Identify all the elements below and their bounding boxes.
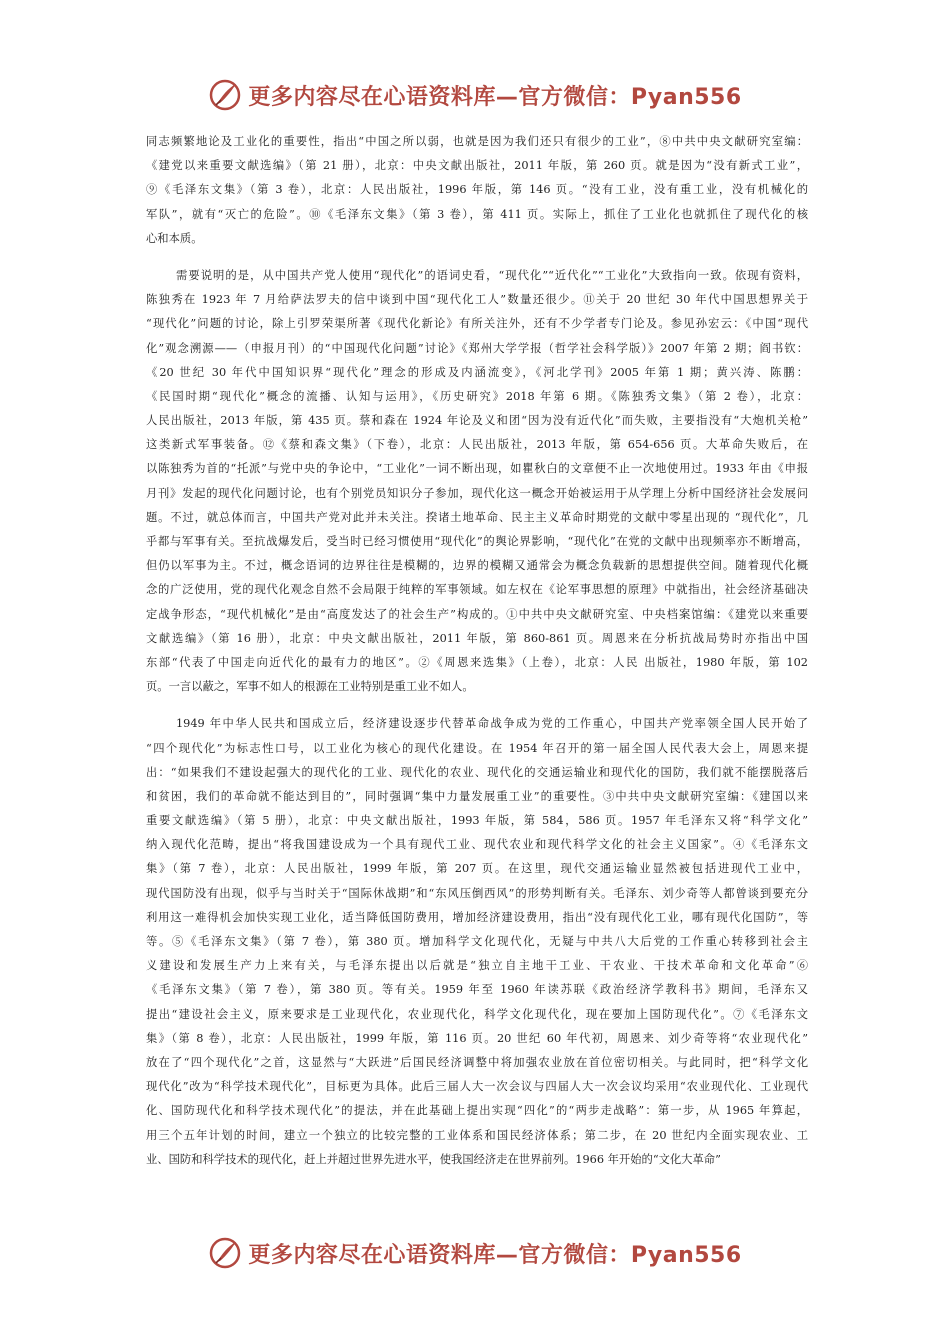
text-line: 化、国防现代化和科学技术现代化”的提法，并在此基础上提出实现“四化”的“两步走战略”：第一步，从 1965 年算起， [146, 1104, 808, 1118]
text-line: 需要说明的是，从中国共产党人使用“现代化”的语词史看，“现代化”“近代化”“工业化”大致指向一致。依现有资料， [176, 268, 808, 282]
text-line: 《建党以来重要文献选编》（第 21 册），北京：中央文献出版社，2011 年版，第 260 页。就是因为“没有新式工业”， [146, 159, 808, 173]
text-line: “四个现代化”为标志性口号，以工业化为核心的现代化建设。在 1954 年召开的第一届全国人民代表大会上，周恩来提 [146, 741, 808, 755]
text-line: 用三个五年计划的时间，建立一个独立的比较完整的工业体系和国民经济体系；第二步，在 20 世纪内全面实现农业、工 [146, 1128, 808, 1142]
banner-text: 更多内容尽在心语资料库—官方微信：Pyan556 [248, 1242, 742, 1268]
feather-pen-logo-icon [208, 78, 242, 112]
paragraph [146, 712, 808, 1172]
footer-banner [0, 1228, 950, 1278]
text-line: 文献选编》（第 16 册），北京：中央文献出版社，2011 年版，第 860-861 页。周恩来在分析抗战局势时亦指出中国 [146, 631, 808, 645]
text-line: 人民出版社，2013 年版，第 435 页。蔡和森在 1924 年论及义和团“因为没有近代化”而失败，主要指没有“大炮机关枪” [146, 414, 808, 428]
text-line: 以陈独秀为首的“托派”与党中央的争论中，“工业化”一词不断出现，如瞿秋白的文章便不止一次地使用过。1933 年由《申报 [146, 462, 808, 476]
text-line: 业、国防和科学技术的现代化，赶上并超过世界先进水平，使我国经济走在世界前列。1966 年开始的“文化大革命” [146, 1152, 721, 1166]
text-line: 等。⑤《毛泽东文集》（第 7 卷），第 380 页。增加科学文化现代化，无疑与中共八大后党的工作重心转移到社会主 [146, 935, 808, 948]
text-line: 东部“代表了中国走向近代化的最有力的地区”。②《周恩来选集》（上卷），北京：人民 出版社，1980 年版，第 102 [146, 655, 808, 669]
text-line: 军队”，就有“灭亡的危险”。⑩《毛泽东文集》（第 3 卷），第 411 页。实际上，抓住了工业化也就抓住了现代化的核 [146, 207, 808, 221]
text-line: “现代化”问题的讨论，除上引罗荣渠所著《现代化新论》有所关注外，还有不少学者专门论及。参见孙宏云：《中国“现代 [146, 317, 808, 331]
text-line: 集》（第 8 卷），北京：人民出版社，1999 年版，第 116 页。20 世纪 60 年代初，周恩来、刘少奇等将“农业现代化” [146, 1031, 808, 1045]
banner-text: 更多内容尽在心语资料库—官方微信：Pyan556 [248, 84, 742, 110]
text-line: 月刊》发起的现代化问题讨论，也有个别党员知识分子参加，现代化这一概念开始被运用于从学理上分析中国经济社会发展问 [146, 486, 808, 500]
text-line: 利用这一难得机会加快实现工业化，适当降低国防费用，增加经济建设费用，指出“没有现代化工业，哪有现代化国防”，等 [146, 910, 808, 924]
text-line: 《民国时期“现代化”概念的流播、认知与运用》，《历史研究》2018 年第 6 期。《陈独秀文集》（第 2 卷），北京： [146, 389, 808, 403]
text-line: 《毛泽东文集》（第 7 卷），第 380 页。等有关。1959 年至 1960 年读苏联《政治经济学教科书》期间，毛泽东又 [146, 983, 808, 997]
text-line: 念的广泛使用，党的现代化观念自然不会局限于纯粹的军事领域。如左权在《论军事思想的原理》中就指出，社会经济基础决 [146, 583, 808, 597]
text-line: 陈独秀在 1923 年 7 月给萨法罗夫的信中谈到中国“现代化工人”数量还很少。⑪关于 20 世纪 30 年代中国思想界关于 [146, 293, 808, 307]
text-line: 1949 年中华人民共和国成立后，经济建设逐步代替革命战争成为党的工作重心，中国共产党率领全国人民开始了 [176, 717, 808, 731]
text-line: 定战争形态，“现代机械化”是由“高度发达了的社会生产”构成的。①中共中央文献研究室、中央档案馆编：《建党以来重要 [146, 607, 808, 621]
paragraph [146, 264, 808, 699]
text-line: 纳入现代化范畴，提出“将我国建设成为一个具有现代工业、现代农业和现代科学文化的社会主义国家”。④《毛泽东文 [146, 838, 808, 852]
text-line: 《20 世纪 30 年代中国知识界“现代化”理念的形成及内涵流变》，《河北学刊》2005 年第 1 期；黄兴涛、陈鹏： [146, 365, 808, 379]
text-line: 题。不过，就总体而言，中国共产党对此并未关注。揆诸土地革命、民主主义革命时期党的文献中零星出现的 “现代化”，几 [146, 510, 808, 524]
text-line: 但仍以军事为主。不过，概念语词的边界往往是模糊的，边界的模糊又通常会为概念负载新的思想提供空间。随着现代化概 [146, 559, 808, 573]
text-line: 现代国防没有出现，似乎与当时关于“国际休战期”和“东风压倒西风”的形势判断有关。毛泽东、刘少奇等人都曾谈到要充分 [146, 886, 808, 900]
paragraph [146, 130, 808, 251]
text-line: ⑨《毛泽东文集》（第 3 卷），北京：人民出版社，1996 年版，第 146 页。“没有工业，没有重工业，没有机械化的 [146, 183, 808, 197]
text-line: 页。一言以蔽之，军事不如人的根源在工业特别是重工业不如人。 [146, 680, 474, 694]
text-line: 集》（第 7 卷），北京：人民出版社，1999 年版，第 207 页。在这里，现代交通运输业显然被包括进现代工业中， [146, 862, 808, 876]
text-line: 心和本质。 [146, 231, 203, 245]
text-line: 放在了“四个现代化”之首，这显然与“大跃进”后国民经济调整中将加强农业放在首位密切相关。与此同时，把“科学文化 [146, 1055, 808, 1069]
feather-pen-logo-icon [208, 1236, 242, 1270]
text-line: 出：“如果我们不建设起强大的现代化的工业、现代化的农业、现代化的交通运输业和现代化的国防，我们就不能摆脱落后 [146, 765, 808, 779]
document-body [146, 130, 808, 1185]
text-line: 重要文献选编》（第 5 册），北京：中央文献出版社，1993 年版，第 584，586 页。1957 年毛泽东又将“科学文化” [146, 814, 808, 828]
text-line: 这类新式军事装备。⑫《蔡和森文集》（下卷），北京：人民出版社，2013 年版，第 654-656 页。大革命失败后，在 [146, 438, 808, 452]
text-line: 和贫困，我们的革命就不能达到目的”，同时强调“集中力量发展重工业”的重要性。③中共中央文献研究室编：《建国以来 [146, 789, 808, 803]
header-banner [0, 70, 950, 120]
text-line: 提出“建设社会主义，原来要求是工业现代化，农业现代化，科学文化现代化，现在要加上国防现代化”。⑦《毛泽东文 [146, 1007, 808, 1021]
text-line: 同志频繁地论及工业化的重要性，指出“中国之所以弱，也就是因为我们还只有很少的工业”，⑧中共中央文献研究室编： [146, 135, 808, 148]
text-line: 义建设和发展生产力上来有关，与毛泽东提出以后就是“独立自主地干工业、干农业、干技术革命和文化革命”⑥ [146, 959, 808, 973]
text-line: 乎都与军事有关。至抗战爆发后，受当时已经习惯使用“现代化”的舆论界影响，“现代化”在党的文献中出现频率亦不断增高， [146, 535, 808, 548]
text-line: 现代化”改为“科学技术现代化”，目标更为具体。此后三届人大一次会议与四届人大一次会议均采用“农业现代化、工业现代 [146, 1080, 808, 1094]
text-line: 化”观念溯源——（申报月刊）的“中国现代化问题”讨论》《郑州大学学报（哲学社会科学版）》2007 年第 2 期；阎书钦： [146, 341, 808, 355]
